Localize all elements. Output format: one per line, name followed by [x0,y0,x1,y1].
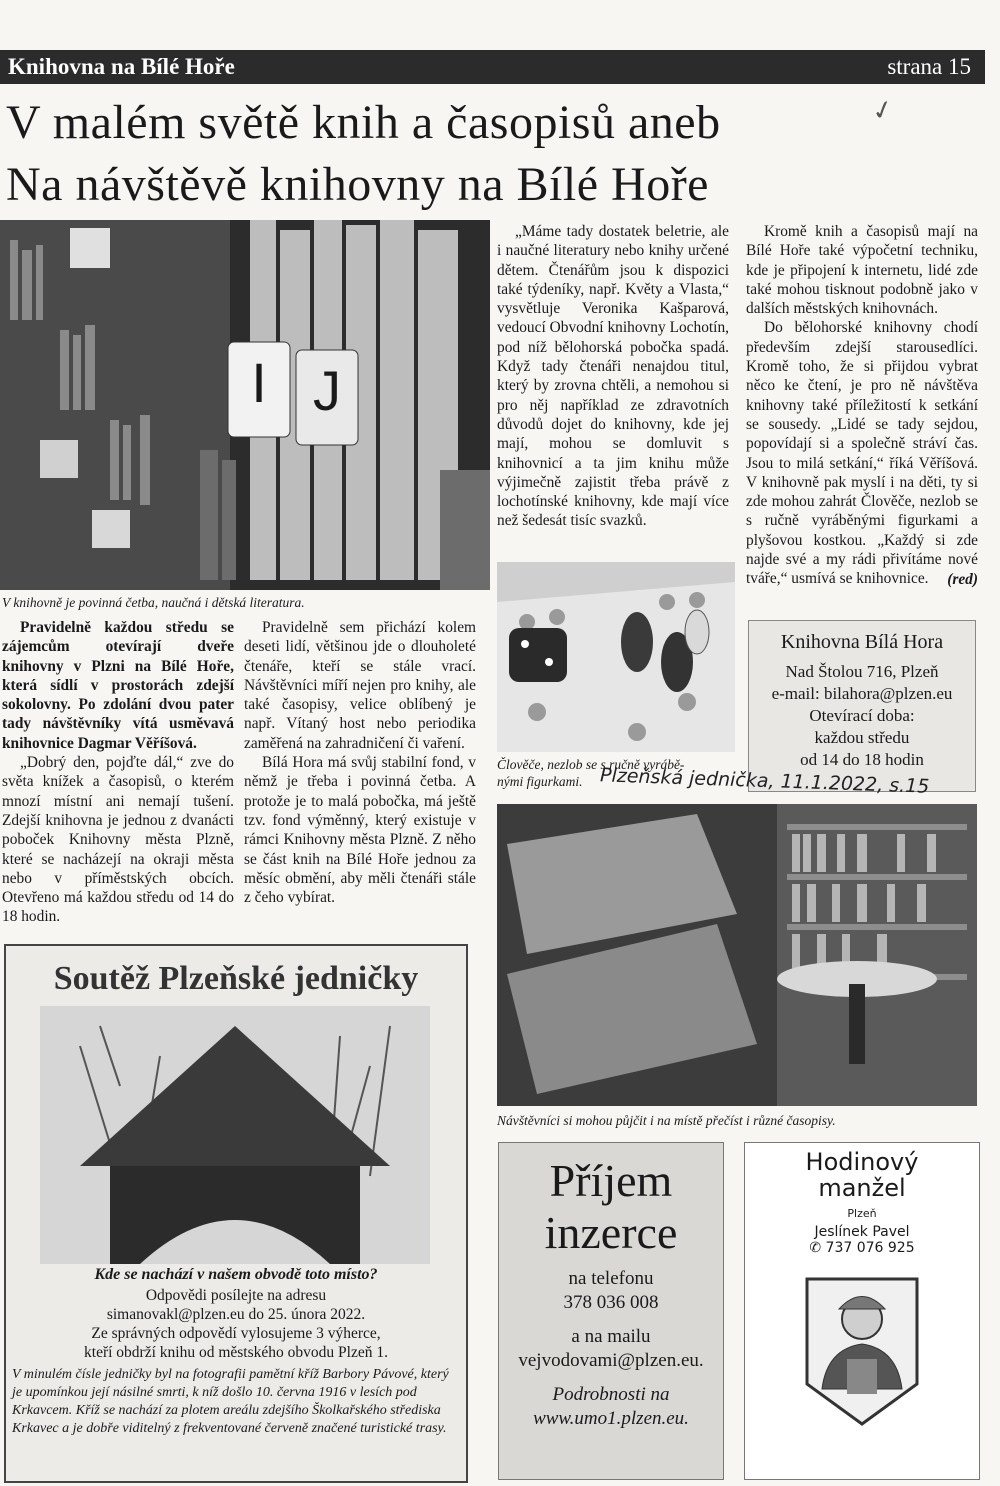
contest-box [4,944,468,1483]
article-column-3 [497,222,729,531]
handyman-phone-row [745,1240,979,1256]
info-address: Nad Štolou 716, Plzeň [785,662,939,681]
photo-board-game [497,562,735,752]
photo3-caption: Návštěvníci si mohou půjčit i na místě přečíst i různé časopisy. [497,1113,836,1128]
handyman-ad [744,1142,980,1480]
article-paragraph: Kromě knih a časopisů mají na Bílé Hoře také výpočetní techniku, kde je připojení k internetu, lidé zde také mohou tisknout podobně jako v dalších městských knihovnách. [746,223,978,318]
handyman-phone: 737 076 925 [825,1240,915,1256]
photo2-caption-line-2: nými figurkami. [497,774,583,789]
handwritten-note: Plzeňská jednička, 11.1.2022, s.15 [599,764,930,798]
magazines-illustration [497,804,977,1106]
checkmark-icon: ✓ [868,93,898,128]
article-paragraph: Pravidelně sem přichází kolem deseti lidí, většinou jde o dlouholeté čtenáře, kteří se stále vrací. Návštěvníci míří nejen pro knihy, ale také časopisy, velice oblíbený je např. Vítaný host nebo periodika zaměřená na zahradničení či vaření. [244,619,476,752]
library-info-box [748,620,976,792]
contest-photo [40,1006,430,1264]
contest-line: kteří obdrží knihu od městského obvodu Plzeň 1. [84,1344,388,1361]
contest-pavilion-illustration [40,1006,430,1264]
contest-line: Ze správných odpovědí vylosujeme 3 výherce, [91,1325,381,1342]
advertising-box [498,1142,724,1480]
article-signature: (red) [947,570,978,588]
article-lead: Pravidelně každou středu se zájemcům otevírají dveře knihovny v Plzni na Bílé Hoře, která sídlí v prostorách zdejší sokolovny. Po zdolání dvou pater tady návštěvníky vítá usměvavá knihovnice Dagmar Věříšová. [2,619,234,752]
page-number: strana 15 [887,54,971,79]
handyman-logo [787,1264,937,1434]
photo-magazines [497,804,977,1106]
ad-details-url: www.umo1.plzen.eu. [533,1408,689,1429]
contest-title: Soutěž Plzeňské jedničky [53,960,419,997]
article-paragraph: Do bělohorské knihovny chodí především zdejší starousedlíci. Kromě toho, že si přijdou vybrat něco ke čtení, je pro ně návštěva knihovny také příležitostí k setkání se sousedy. „Lidé se tady sejdou, popovídají si a společně stráví čas. Jsou to milá setkání,“ říká Věříšová. V knihovně pak myslí i na děti, ty si zde mohou zahrát Člověče, nezlob se s ručně vyráběnými figurkami a plyšovou kostkou. „Každý si zde najde své a my rádi přivítáme nové tváře,“ usmívá se knihovnice. [746,319,978,588]
handyman-title-1: Hodinový [805,1148,919,1176]
contest-previous-answer: V minulém čísle jedničky byl na fotografii pamětní kříž Barbory Pávové, který je upomínkou její násilné smrti, k níž došlo 10. června 1916 v lesích pod Krkavcem. Kříž se nachází za plotem areálu zdejšího Školkařského střediska Krkavec a je dobře viditelný z frekventované červeně značené turistické trasy. [12,1367,449,1436]
handyman-city: Plzeň [847,1207,877,1220]
headline-line-2: Na návštěvě knihovny na Bílé Hoře [6,158,709,211]
card-letter-i: I [251,351,267,414]
info-hours-day: každou středu [814,728,910,747]
photo-bookshelves [0,220,490,590]
contest-line: Odpovědi posílejte na adresu [145,1287,327,1304]
board-game-illustration [497,562,735,752]
photo1-caption: V knihovně je povinná četba, naučná i dětská literatura. [2,595,305,610]
phone-icon: ✆ [809,1240,822,1256]
ad-mail-label: a na mailu [571,1326,651,1347]
article-paragraph: „Máme tady dostatek beletrie, ale i naučné literatury nebo knihy určené dětem. Čtenářům jsou k dispozici také týdeníky, např. Květy a Vlasta,“ vysvětluje Veronika Kašparová, vedoucí Obvodní knihovny Lochotín, pod níž bělohorská pobočka spadá. Když tady čtenáři nenajdou titul, který by zrovna chtěli, a nemohou si pro něj například ze zdravotních důvodů dojet do knihovny, kde jej mají, mohou se domluvit s knihovnicí a ta jim knihu může výjimečně zajistit třeba právě z lochotínské knihovny, kde mají více než šedesát tisíc svazků. [497,223,729,530]
info-hours-label: Otevírací doba: [809,706,915,725]
ad-title-line-1: Příjem [549,1155,673,1206]
article-column-1 [2,618,234,927]
headline [6,92,986,216]
handyman-title-2: manžel [818,1174,906,1202]
section-title: Knihovna na Bílé Hoře [8,54,235,79]
card-letter-j: J [313,359,341,422]
ad-title-line-2: inzerce [544,1207,678,1258]
ad-details-label: Podrobnosti na [552,1384,670,1405]
photo2-caption-line-1: Člověče, nezlob se s ručně vyrábě- [497,757,685,772]
info-hours-time: od 14 do 18 hodin [800,750,924,769]
article-column-2 [244,618,476,907]
article-paragraph: Bílá Hora má svůj stabilní fond, v němž je třeba i povinná četba. A protože je to malá pobočka, má ještě tzv. fond výměnný, který existuje v rámci Knihovny města Plzně. Z něho se část knih na Bílé Hoře jednou za měsíc obmění, aby měli čtenáři stále z čeho vybírat. [244,754,476,907]
article-paragraph: „Dobrý den, pojďte dál,“ zve do světa knížek a časopisů, o kterém mnozí místní ani nemají tušení. Zdejší knihovna je jednou z dvanácti poboček Knihovny města Plzně, které se nacházejí na okraji města nebo v příměstských obcích. Otevřeno má každou středu od 14 do 18 hodin. [2,754,234,926]
ad-phone: 378 036 008 [563,1292,659,1313]
ad-email: vejvodovami@plzen.eu. [518,1350,704,1371]
headline-line-1: V malém světě knih a časopisů aneb [6,96,721,149]
contest-line: simanovakl@plzen.eu do 25. února 2022. [106,1306,366,1323]
handyman-name: Jeslínek Pavel [814,1224,910,1240]
contest-instructions [6,1286,466,1362]
section-banner [0,50,985,84]
article-column-4 [746,222,978,589]
info-title: Knihovna Bílá Hora [780,631,944,653]
info-email: e-mail: bilahora@plzen.eu [771,684,953,703]
ad-phone-label: na telefonu [568,1268,654,1289]
contest-question: Kde se nachází v našem obvodě toto místo? [94,1266,378,1283]
